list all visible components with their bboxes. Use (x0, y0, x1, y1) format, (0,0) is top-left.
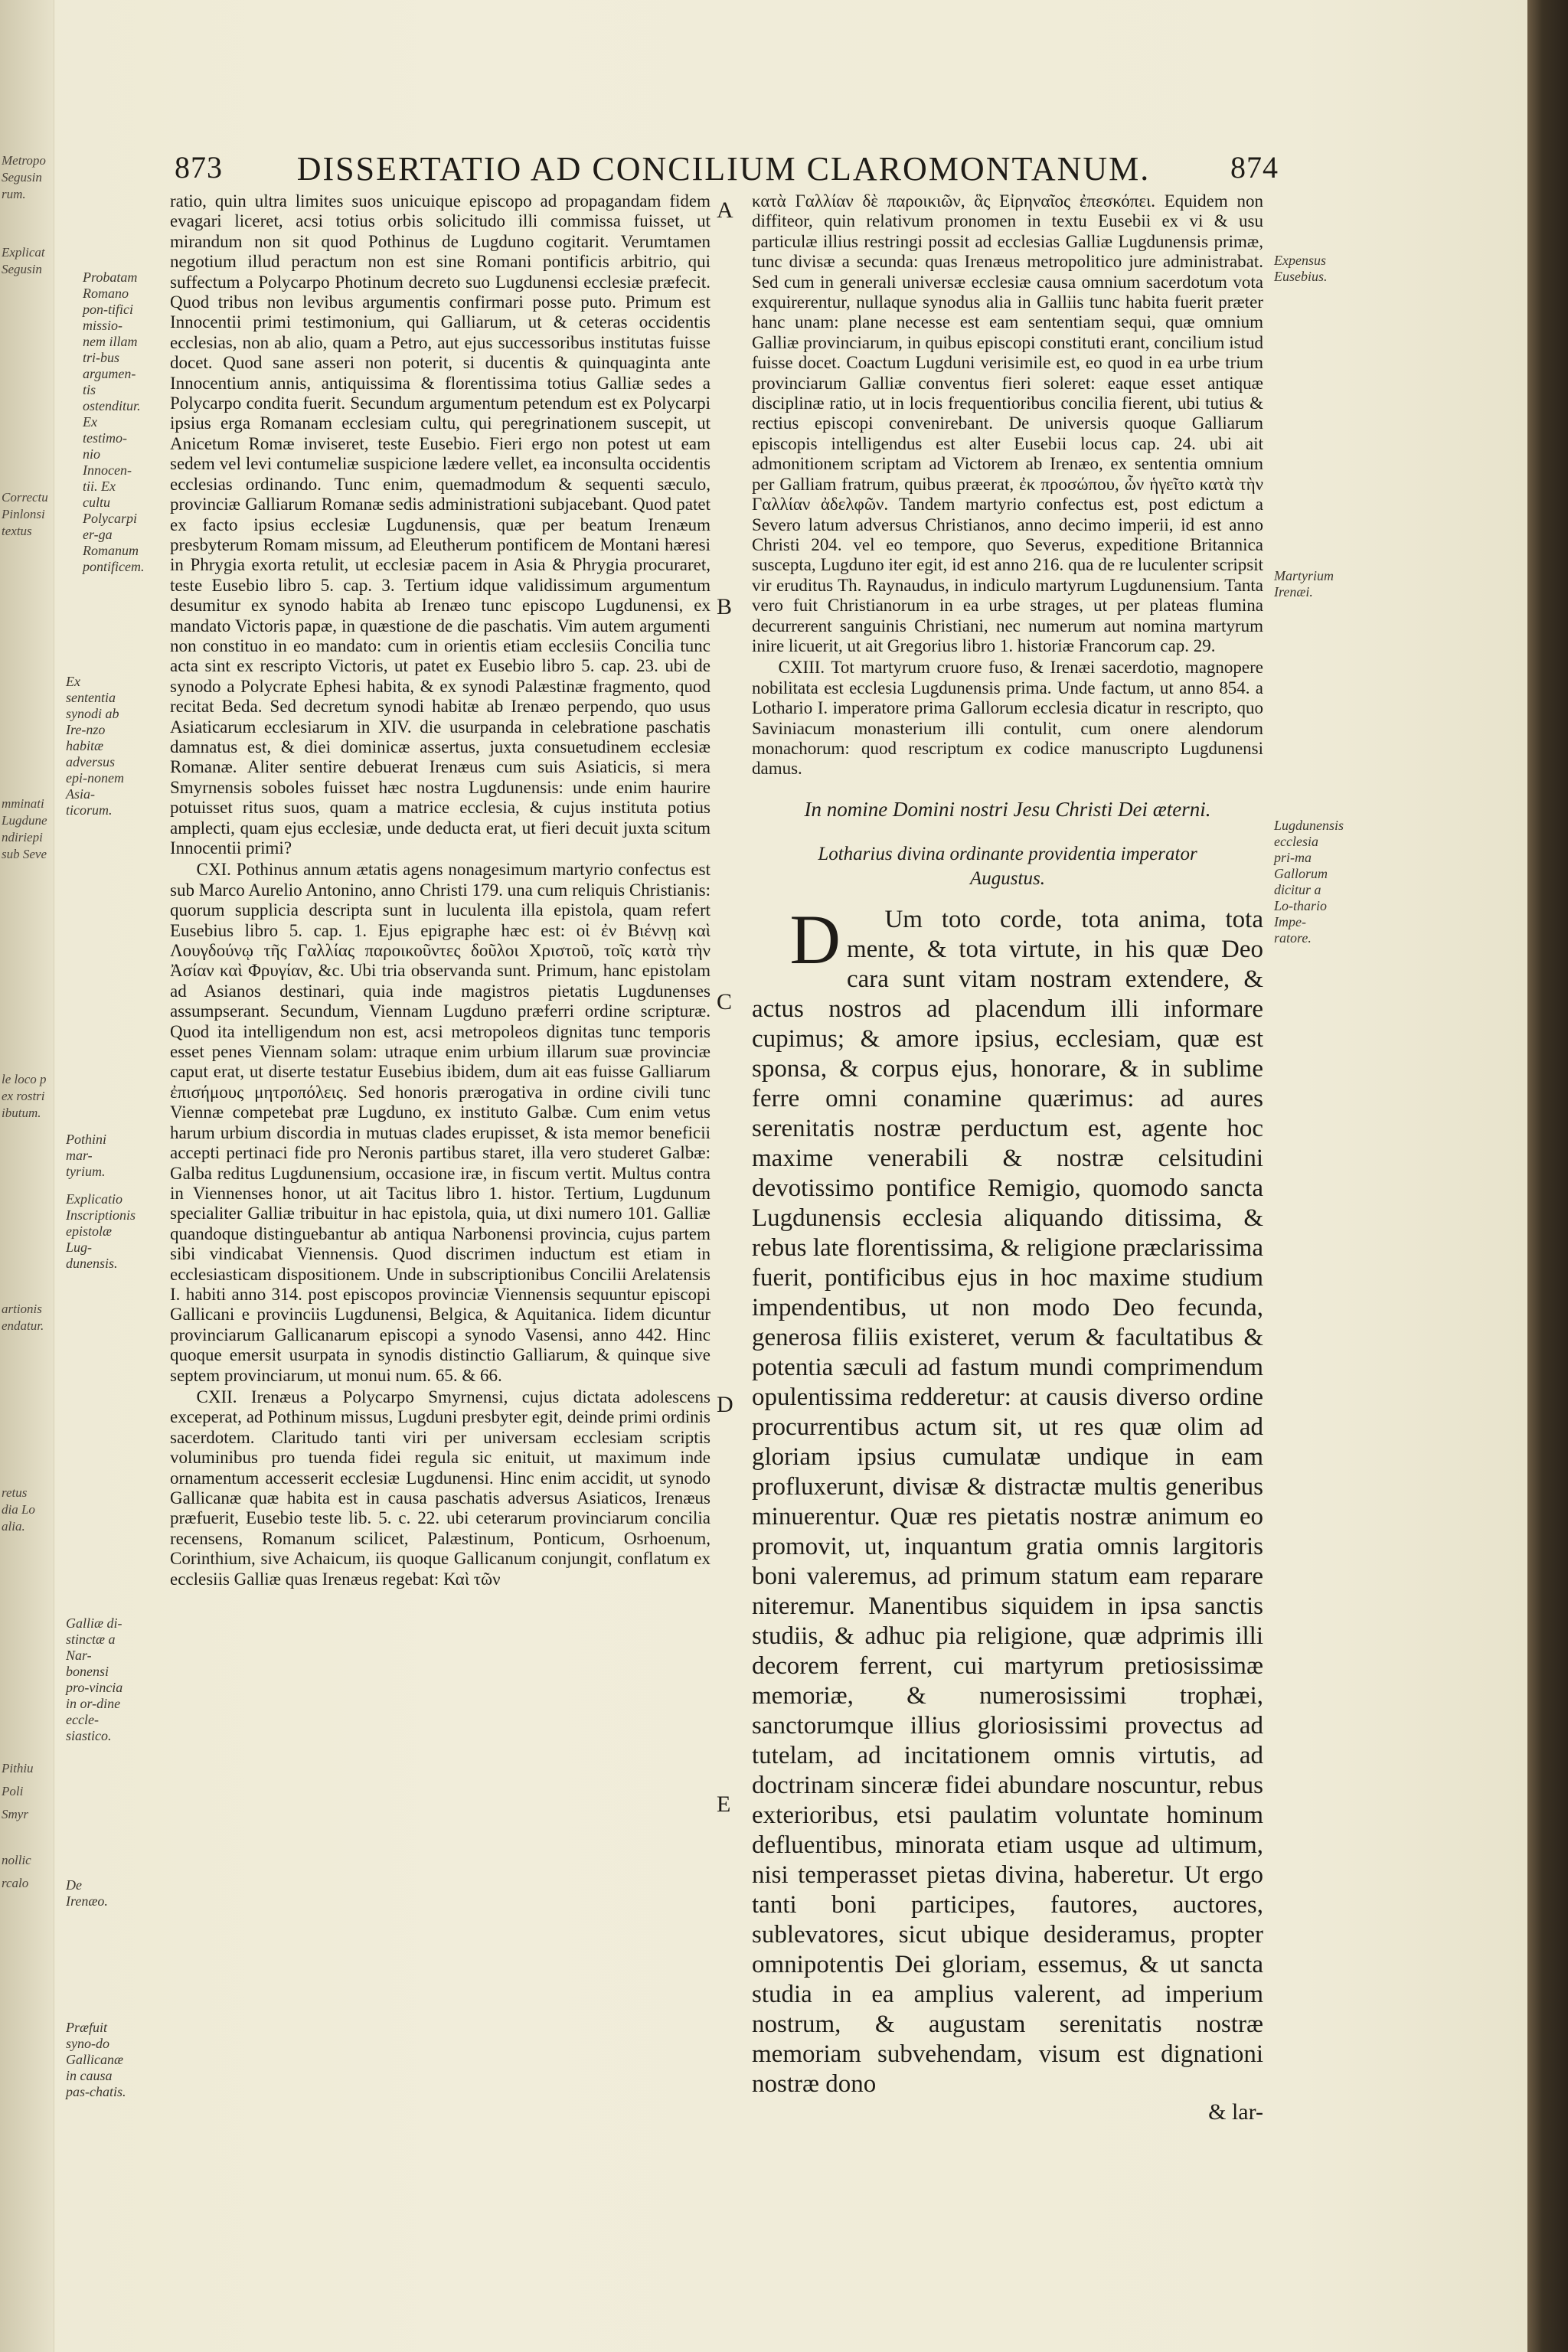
right-text-column (752, 191, 1263, 2335)
facing-page-fragment: Smyr (2, 1807, 28, 1821)
page-number-right: 874 (1230, 150, 1279, 185)
charter-heading: Lotharius divina ordinante providentia imperator Augustus. (818, 844, 1197, 890)
section-letter-c: C (717, 989, 733, 1014)
facing-page-fragment: alia. (2, 1519, 25, 1534)
charter-invocation: In nomine Domini nostri Jesu Christi Dei æterni. (804, 797, 1211, 821)
facing-page-fragment: ndiriepi (2, 830, 43, 844)
facing-page-fragment: mminati (2, 796, 44, 811)
margin-note-martyrium: Martyrium Irenæi. (1274, 568, 1334, 599)
facing-page-fragment: Metropo (2, 153, 46, 168)
facing-page-fragment: Poli (2, 1784, 24, 1798)
facing-page-fragment: Correctu (2, 490, 48, 505)
page-title: DISSERTATIO AD CONCILIUM CLAROMONTANUM. (296, 150, 1151, 188)
book-spine (1527, 0, 1568, 2352)
facing-page-fragment: rcalo (2, 1876, 29, 1890)
facing-page-fragment: nollic (2, 1853, 31, 1867)
facing-page-fragment: rum. (2, 187, 26, 201)
facing-page-fragment: Pithiu (2, 1761, 34, 1775)
paragraph-eusebius-continued: κατὰ Γαλλίαν δὲ παροικιῶν, ἃς Εἰρηναῖος ἐπεσκόπει. Equidem non diffiteor, quin relativum pronomen in textu Eusebii ex vi & usu particulæ illius restringi possit ad ecclesias Galliæ Lugdunensis primæ, tunc divisæ a secunda: quas Irenæus metropolitico jure administrabat. Sed cum in generali universæ ecclesiæ causa omnium sacerdotum vota exquirerentur, nullaque synodus alia in Galliis tunc habita fuerit præter hanc unam: plane necesse est eam sententiam sequi, quæ omnium Galliæ provinciarum, in quibus episcopi constituti erant, concilium istud fuisse docet. Coactum Lugduni verisimile est, eo quod in ea urbe trium provinciarum Galliæ conventus fieri soleret: eaque esset antiquæ disciplinæ ratio, ut in locis frequentioribus concilia fierent, ubi tutius & rectius episcopi convenirebant. De universis quoque Galliarum episcopis intelligendus est alter Eusebii locus cap. 24. ubi ait admonitionem scriptam ad Victorem ab Irenæo, ex sententia omnium per Galliam fratrum, quibus præerat, ἐκ προσώπου, ὧν ἡγεῖτο κατὰ τὴν Γαλλίαν ἀδελφῶν. Tandem martyrio confectus est, post edictum a Severo latum adversus Christianos, anno decimo imperii, id est anno Christi 204. vel eo tempore, quo Severus, expeditione Britannica suscepta, Lugduno iter egit, id est anno 216. qua de re luculenter scripsit vir eruditus Th. Raynaudus, in indiculo martyrum Lugdunensium. Tanta vero fuit Christianorum in ea urbe strages, ut per plateas flumina decurrerent sanguinis Christiani, nec numerum aut nomina martyrum inire licuerit, ut ait Gregorius libro 1. historiæ Francorum cap. 29. (752, 191, 1263, 655)
facing-page-fragment: ibutum. (2, 1106, 41, 1120)
catchword: & lar- (1208, 2099, 1263, 2125)
facing-page-fragment: ex rostri (2, 1089, 45, 1103)
margin-note-galliae: Galliæ di-stinctæ a Nar-bonensi pro-vincia in or-dine eccle-siastico. (66, 1615, 123, 1743)
facing-page-fragment: artionis (2, 1302, 42, 1316)
paragraph-cxiii: CXIII. Tot martyrum cruore fuso, & Irenæi sacerdotio, magnopere nobilitata est ecclesia Lugdunensis prima. Unde factum, ut anno 854. a Lothario I. imperatore prima Gallorum ecclesia dicatur in rescripto, quo Saviniacum monasterium illi contulit, cum onere alendorum monachorum: quod rescriptum ex codice manuscripto Lugdunensi damus. (752, 658, 1263, 779)
margin-note-praefuit: Præfuit syno-do Gallicanæ in causa pas-chatis. (66, 2020, 126, 2099)
section-letter-a: A (717, 198, 733, 223)
running-header (168, 149, 1279, 195)
left-text-column (170, 191, 710, 2335)
margin-note-irenaeo: De Irenæo. (66, 1877, 108, 1909)
facing-page-fragment: endatur. (2, 1318, 44, 1333)
facing-page-fragment: Segusin (2, 262, 42, 276)
charter-body: Um toto corde, tota anima, tota mente, & tota virtute, in his quæ Deo cara sunt vitam nostram extendere, & actus nostros ad placendum illi informare cupimus; & amore ipsius, ecclesiam, quæ est sponsa, & corpus ejus, honorare, & in sublime ferre omni conamine quærimus: ad aures serenitatis nostræ perductum est, agente hoc maxime venerabili & nostræ celsitudini devotissimo pontifice Remigio, quomodo sancta Lugdunensis ecclesia aliquando ditissima, & rebus late florentissima, & religione præclarissima fuerit, pontificibus ejus in hoc maxime studium impendentibus, ut non modo Deo fecunda, generosa filiis existeret, verum & facultatibus & potentia sæculi ad fastum mundi comprimendum opulentissima redderetur: at causis diverso ordine procurrentibus actum sit, ut res quæ olim ad gloriam ipsius cumulatæ undique in eam profluxerunt, divisæ & distractæ multis generibus minuerentur. Quæ res pietatis nostræ animum eo promovit, ut, inquantum gratia omnis largitoris boni valeremus, ad primum statum eam reparare niteremur. Manentibus siquidem in ipsa sanctis studiis, & adhuc pia religione, quæ adprimis illi decorem ferrent, cui martyrum pretiosissimæ memoriæ, & numerosissimi trophæi, sanctorumque illius gloriosissimi provectus ad tutelam, ad incitationem omnis virtutis, ad doctrinam sinceræ fidei abundare noscuntur, rebus exterioribus, etsi paulatim voluntate hominum defluentibus, minorata etiam usque ad ultimum, nisi temperasset pietas divina, haberetur. Ut ergo tanti boni participes, fautores, auctores, sublevatores, sicut ubique desideramus, propter omnipotentis Dei gloriam, essemus, & ut sancta studia in ea amplius valerent, ad imperium nostrum, & augustam serenitatis nostræ memoriam subvehendam, visum est dignationi nostræ dono (752, 906, 1263, 2099)
facing-page-fragment: Segusin (2, 170, 42, 185)
facing-page-fragment: Explicat (2, 245, 45, 260)
margin-note-probatam: Probatam Romano pon-tifici missio-nem illam tri-bus argumen-tis ostenditur. Ex testimo-nio Innocen-tii. Ex cultu Polycarpi er-ga Romanum pontificem. (83, 270, 145, 574)
drop-cap: D (789, 900, 841, 979)
charter-text (752, 900, 1263, 2099)
paragraph-cxii: CXII. Irenæus a Polycarpo Smyrnensi, cujus dictata adolescens exceperat, ad Pothinum missus, Lugduni presbyter egit, deinde primi ordinis sacerdotem. Claritudo tanti viri per universam ecclesiam scriptis voluminibus pro tuenda fidei regula sic enituit, ut maximum inde ornamentum accesserit ecclesiæ Lugdunensi. Hinc enim accidit, ut synodo Gallicanæ quæ habita est in causa paschatis adversus Asiaticos, Irenæus præfuerit, Eusebio teste lib. 5. c. 22. ubi ceterarum provinciarum concilia recensens, Romanum scilicet, Palæstinum, Ponticum, Osrhoenum, Corinthium, sive Achaicum, iis quoque Gallicanum conjungit, conflatum ex ecclesiis Galliæ quas Irenæus regebat: Καὶ τῶν (170, 1387, 710, 1589)
margin-note-inscriptionis: Explicatio Inscriptionis epistolæ Lug-dunensis. (66, 1191, 136, 1271)
facing-page-fragment: retus (2, 1485, 28, 1500)
facing-page-fragment: Lugdune (2, 813, 47, 828)
margin-note-lugdunensis: Lugdunensis ecclesia pri-ma Gallorum dicitur a Lo-thario Impe-ratore. (1274, 818, 1344, 946)
margin-note-synodi: Ex sententia synodi ab Ire-nzo habitæ adversus epi-nonem Asia-ticorum. (66, 674, 124, 818)
facing-page-fragment: Pinlonsi (2, 507, 45, 521)
facing-page-fragment: le loco p (2, 1072, 47, 1086)
section-letter-b: B (717, 594, 733, 619)
facing-page-fragment: sub Seve (2, 847, 47, 861)
section-letter-e: E (717, 1792, 731, 1817)
paragraph-cx-continued: ratio, quin ultra limites suos unicuique episcopo ad propagandam fidem evagari liceret, acsi totius orbis solicitudo illi commissa fuisset, ut mirandum non sit quod Pothinus de Lugduno cogitarit. Verumtamen negotium illud peractum non est sine Romani pontificis arbitrio, qui suffectum a Polycarpo Photinum decreto suo Lugdunensi ecclesiæ præfecit. Quod tribus non levibus argumentis confirmari posse puto. Primum est Innocentii primi testimonium, qui Galliarum, ut & ceteras occidentis ecclesias, non ab alio, quam a Petro, aut ejus successoribus institutas fuisse docet. Quod sane asseri non poterit, si ducentis & quinquaginta ante Innocentium annis, antiquissima & florentissima totius Galliæ sedes a Polycarpo condita fuerit. Secundum argumentum petendum est ex Polycarpi ipsius erga Romanam ecclesiam cultu, qui peregrinationem suscepit, ut Anicetum Romæ inviseret, teste Eusebio. Fieri ergo non potest ut eam sedem vel levi contumeliæ suspicione lædere vellet, ea inconsulta occidentis ecclesias ordinando. Tunc enim, quemadmodum & sequenti sæculo, provinciæ Galliarum Romanæ sedis administrationi subjacebant. Quod patet ex facto ipsius ecclesiæ Lugdunensis, quæ per beatum Irenæum presbyterum Romam missum, ad Eleutherum pontificem de Montani hæresi in Phrygia exorta retulit, ut ecclesiæ pacem in Asia & Phrygia procuraret, teste Eusebio libro 5. cap. 3. Tertium idque validissimum argumentum desumitur ex synodo habita ab Irenæo tunc episcopo Lugdunensi, ex mandato Victoris papæ, in quæstione de die paschatis. Vim autem argumenti non constituo in eo mandato: cum in orientis etiam ecclesiis Concilia tunc acta sint ex rescripto Victoris, ut patet ex Eusebio libro 5. cap. 23. ubi de synodo a Polycrate Ephesi habita, & ex synodi Palæstinæ fragmento, quod recitat Beda. Sed decretum synodi habitæ ab Irenæo perpendo, quo usus Asiaticarum ecclesiarum in XIV. die usurpanda in celebratione paschatis damnatus est, & diei dominicæ assertus, juxta consuetudinem ecclesiæ Romanæ. Aliter sentire debuerat Irenæus cum suis Asiaticis, si mera Smyrnensis soboles fuisset hæc nostra Lugdunensis: unde enim haurire potuisset ritus suos, quam a matrice ecclesia, & cujus instituta potius amplecti, quam ejus ecclesiæ, unde deducta erat, ut fieri decuit juxta scitum Innocentii primi? (170, 191, 710, 858)
margin-note-expensus: Expensus Eusebius. (1274, 253, 1328, 284)
margin-note-pothini: Pothini mar-tyrium. (66, 1132, 106, 1179)
facing-page-edge (0, 0, 54, 2352)
paragraph-cxi: CXI. Pothinus annum ætatis agens nonagesimum martyrio confectus est sub Marco Aurelio Antonino, anno Christi 179. una cum reliquis Christianis: quorum supplicia descripta sunt in luculenta illa epistola, quam refert Eusebius libro 5. cap. 1. Ejus epigraphe hæc est: οἱ ἐν Βιέννῃ καὶ Λουγδούνῳ τῆς Γαλλίας παροικοῦντες δοῦλοι Χριστοῦ, τοῖς κατὰ τὴν Ἀσίαν καὶ Φρυγίαν, &c. Ubi tria observanda sunt. Primum, hanc epistolam ad Asianos destinari, quia inde magistros pietatis Lugdunenses assumpserant. Secundum, Viennam Lugduno præferri ordine scripturæ. Quod ita intelligendum non est, acsi metropoleos dignitas tunc temporis esset penes Viennam solam: utraque enim urbium illarum suæ provinciæ caput erat, ut diserte testatur Eusebius ibidem, dum ait eas fuisse Galliarum ἐπισήμους μητροπόλεις. Sed honoris prærogativa in ordine civili tunc Viennæ competebat præ Lugduno, ex instituto Galbæ. Cum enim vetus harum urbium discordia in mutuas clades erupisset, & ista memor beneficii accepti pertinaci fide pro Neronis partibus staret, illa vero studeret Galbæ: Galba reditus Lugdunensium, occasione iræ, in fiscum vertit. Multus contra in Viennenses honor, ut ait Tacitus libro 1. histor. Tertium, Lugdunum specialiter Galliæ tribuitur in hac epistola, quia, ut dixi numero 101. Galliæ quandoque distinguebantur ab antiqua Narbonensi provincia, cujus partem sibi vindicabat Viennensis. Quod discrimen inductum est etiam in ecclesiasticam dispositionem. Unde in subscriptionibus Concilii Arelatensis I. habiti anno 314. post episcopos provinciæ Viennensis sequuntur episcopi Gallicani e provinciis Lugdunensi, Belgica, & Aquitanica. Iidem dicuntur provinciarum Gallicanarum episcopi a synodo Vasensi, anno 442. Hinc quoque emersit usurpata in synodis distinctio Galliarum, & quinque sive septem provinciarum, ut monui num. 65. & 66. (170, 860, 710, 1385)
page-number-left: 873 (175, 150, 223, 185)
facing-page-fragment: dia Lo (2, 1502, 35, 1517)
facing-page-fragment: textus (2, 524, 32, 538)
section-letter-d: D (717, 1392, 733, 1417)
